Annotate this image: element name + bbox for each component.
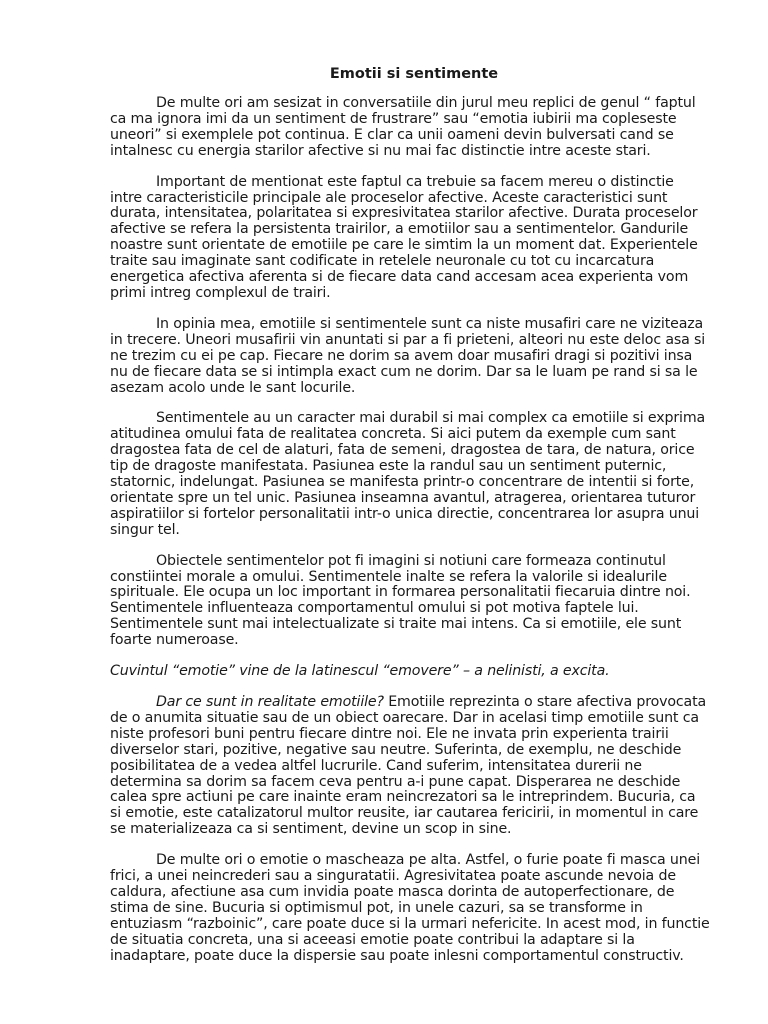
paragraph-3: In opinia mea, emotiile si sentimentele sunt ca niste musafiri care ne viziteaza in trecere. Uneori musafirii vin anuntati si par a fi prieteni, alteori nu este deloc asa si ne trezim cu ei pe cap. Fiecare ne dorim sa avem doar musafiri dragi si pozitivi insa nu de fiecare data se si intimpla exact cum ne dorim. Dar sa le luam pe rand si sa le asezam acolo unde le sant locurile.	[110, 315, 706, 396]
document-body	[110, 96, 710, 980]
document-title: Emotii si sentimente	[329, 66, 499, 82]
question-lead: Dar ce sunt in realitate emotiile?	[156, 694, 384, 710]
paragraph-5: Obiectele sentimentelor pot fi imagini si notiuni care formeaza continutul constiintei morale a omului. Sentimentele inalte se refera la valorile si idealurile spirituale. Ele ocupa un loc important in formarea personalitatii fiecaruia dintre noi. Sentimentele influenteaza comportamentul omului si pot motiva faptele lui. Sentimentele sunt mai intelectualizate si traite mai intens. Ca si emotiile, ele sunt foarte numeroase.	[110, 552, 691, 649]
paragraph-last: De multe ori o emotie o mascheaza pe alta. Astfel, o furie poate fi masca unei frici, a unei neincrederi sau a singuratatii. Agresivitatea poate ascunde nevoia de caldura, afectiune asa cum invidia poate masca dorinta de autoperfectionare, de stima de sine. Bucuria si optimismul pot, in unele cazuri, sa se transforme in entuziasm “razboinic”, care poate duce si la urmari nefericite. In acest mod, in functie de situatia concreta, una si aceeasi emotie poate contribui la adaptare si la inadaptare, poate duce la dispersie sau poate inlesni comportamentul constructiv.	[110, 852, 710, 964]
paragraph-2: Important de mentionat este faptul ca trebuie sa facem mereu o distinctie intre caracteristicile principale ale proceselor afective. Aceste caracteristici sunt durata, intensitatea, polaritatea si expresivitatea starilor afective. Durata proceselor afective se refera la persistenta trairilor, a emotiilor sau a sentimentelor. Gandurile noastre sunt orientate de emotiile pe care le simtim la un moment dat. Experientele traite sau imaginate sant codificate in retelele neuronale cu tot cu incarcatura energetica afectiva aferenta si de fiecare data cand accesam acea experienta vom primi intreg complexul de trairi.	[110, 173, 698, 301]
paragraph-question	[110, 695, 710, 838]
question-rest: Emotiile reprezinta o stare afectiva provocata de o anumita situatie sau de un obiect oarecare. Dar in acelasi timp emotiile sunt ca niste profesori buni pentru fiecare dintre noi. Ele ne invata prin experienta trairii diverselor stari, pozitive, negative sau neutre. Suferinta, de exemplu, ne deschide posibilitatea de a vedea altfel lucrurile. Cand suferim, intensitatea durerii ne determina sa dorim sa facem ceva pentru a-i pune capat. Disperarea ne deschide calea spre actiuni pe care inainte eram neincrezatori sa le intreprindem. Bucuria, ca si emotie, este catalizatorul multor reusite, iar cautarea fericirii, in momentul in care se materializeaza ca si sentiment, devine un scop in sine.	[110, 694, 707, 838]
definition-line: Cuvintul “emotie” vine de la latinescul “emovere” – a nelinisti, a excita.	[110, 663, 610, 680]
paragraph-1: De multe ori am sesizat in conversatiile din jurul meu replici de genul “ faptul ca ma ignora imi da un sentiment de frustrare” sau “emotia iubirii ma copleseste uneori” si exemplele pot continua. E clar ca unii oameni devin bulversati cand se intalnesc cu energia starilor afective si nu mai fac distinctie intre aceste stari.	[110, 95, 696, 159]
paragraph-4: Sentimentele au un caracter mai durabil si mai complex ca emotiile si exprima atitudinea omului fata de realitatea concreta. Si aici putem da exemple cum sant dragostea fata de cel de alaturi, fata de semeni, dragostea de tara, de natura, orice tip de dragoste manifestata. Pasiunea este la randul sau un sentiment puternic, statornic, indelungat. Pasiunea se manifesta printr-o concentrare de intentii si forte, orientate spre un tel unic. Pasiunea inseamna avantul, atragerea, orientarea tuturor aspiratiilor si fortelor personalitatii intr-o unica directie, concentrarea lor asupra unui singur tel.	[110, 410, 706, 538]
